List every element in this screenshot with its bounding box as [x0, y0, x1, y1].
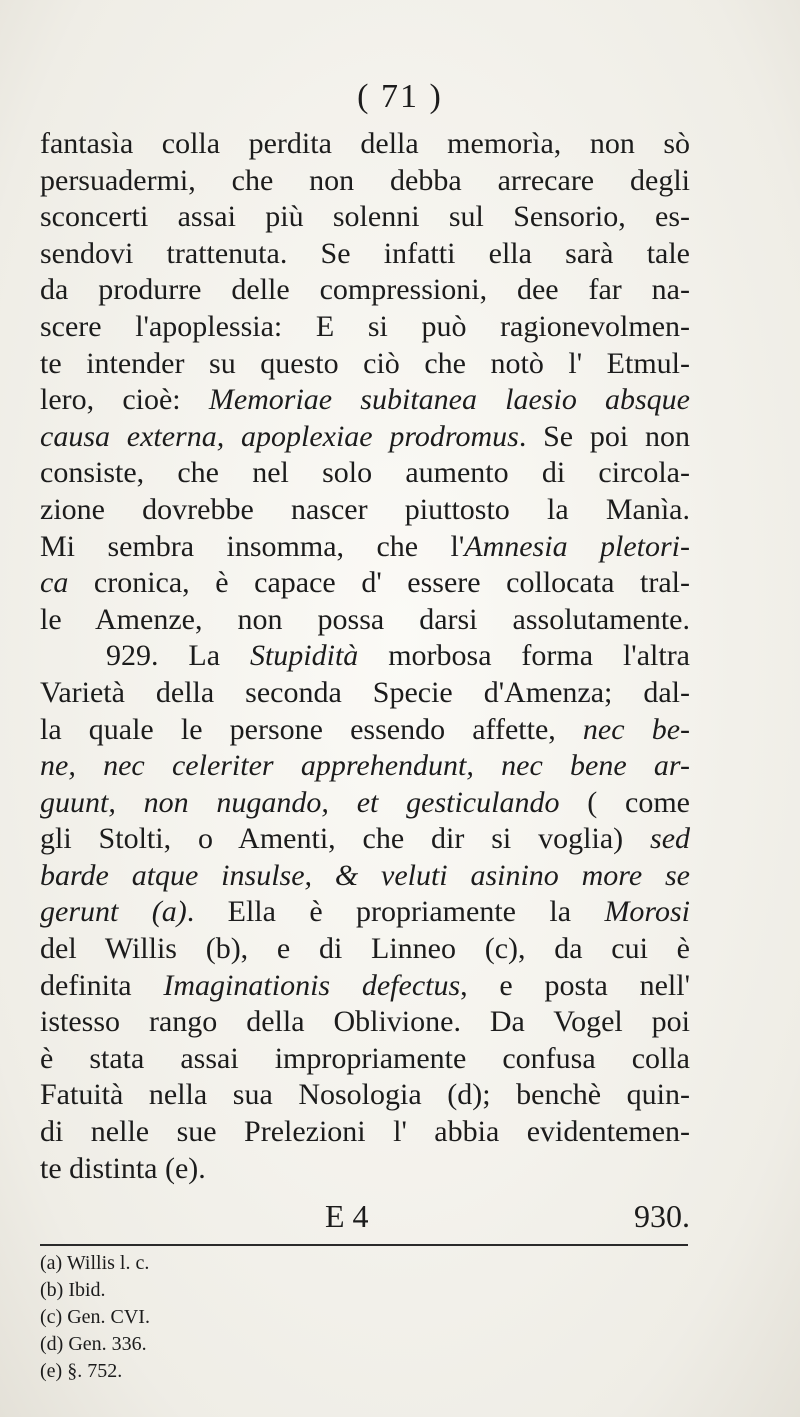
page-number-header: ( 71 )	[357, 78, 443, 115]
text-span: è stata assai impropriamente confusa colla	[40, 1041, 690, 1075]
italic-quote: guunt, non nugando, et gesticulando	[40, 785, 560, 819]
text-line	[40, 1077, 690, 1114]
italic-term: Imaginationis defectus	[163, 968, 461, 1002]
italic-quote: barde atque insulse, & veluti asinino more se	[40, 858, 690, 892]
text-span: Fatuità nella sua Nosologia (d); benchè quin-	[40, 1078, 690, 1112]
text-line	[40, 675, 690, 712]
italic-term: Morosi	[604, 895, 690, 929]
text-line	[40, 858, 690, 895]
text-line	[40, 346, 690, 383]
footnote: (b) Ibid.	[40, 1279, 106, 1301]
text-span: ( come	[587, 785, 690, 819]
text-span: te distinta (e).	[40, 1151, 206, 1185]
text-line	[40, 529, 690, 566]
text-line	[40, 309, 690, 346]
text-span: di nelle sue Prelezioni l' abbia evidentemen-	[40, 1115, 690, 1149]
text-span: persuadermi, che non debba arrecare degli	[40, 163, 690, 197]
text-span: sendovi trattenuta. Se infatti ella sarà tale	[40, 236, 690, 270]
text-span: lero, cioè:	[40, 383, 181, 417]
text-line	[40, 1151, 690, 1188]
text-line	[40, 236, 690, 273]
text-line	[40, 602, 690, 639]
text-span: consiste, che nel solo aumento di circola-	[40, 456, 690, 490]
italic-quote: causa externa, apoplexiae prodromus	[40, 419, 519, 453]
text-line	[40, 492, 690, 529]
text-line	[40, 163, 690, 200]
text-span: , e posta nell'	[460, 968, 690, 1002]
text-span: Mi sembra insomma, che l'	[40, 529, 465, 563]
page-footer	[40, 1198, 690, 1238]
text-line	[40, 785, 690, 822]
text-line	[40, 455, 690, 492]
text-span: definita	[40, 968, 164, 1002]
text-line	[40, 1004, 690, 1041]
text-line	[40, 382, 690, 419]
text-span: del Willis (b), e di Linneo (c), da cui è	[40, 932, 690, 966]
italic-quote: sed	[650, 822, 691, 856]
text-line	[40, 748, 690, 785]
signature-mark: E 4	[325, 1198, 369, 1234]
italic-quote: nec be-	[582, 712, 690, 746]
italic-quote: ne, nec celeriter apprehendunt, nec bene ar-	[40, 749, 690, 783]
text-line	[40, 126, 690, 163]
footnote: (a) Willis l. c.	[40, 1252, 150, 1274]
text-span: . Ella è propriamente la	[186, 895, 605, 929]
main-text	[40, 126, 690, 1187]
text-span: te intender su questo ciò che notò l' Etmul-	[40, 346, 690, 380]
text-span: istesso rango della Oblivione. Da Vogel poi	[40, 1005, 690, 1039]
text-line	[40, 1114, 690, 1151]
italic-term: Amnesia pletori-	[464, 529, 690, 563]
text-line	[40, 894, 690, 931]
italic-quote: Memoriae subitanea laesio absque	[208, 383, 690, 417]
italic-term: Stupidità	[249, 639, 359, 673]
text-line	[40, 638, 690, 675]
text-span: sconcerti assai più solenni sul Sensorio, es-	[40, 200, 690, 234]
text-line	[40, 821, 690, 858]
text-span: . Se poi non	[518, 419, 690, 453]
footnote-rule	[40, 1244, 688, 1246]
italic-term: ca	[40, 566, 69, 600]
footnote: (e) §. 752.	[40, 1360, 123, 1382]
text-line	[40, 199, 690, 236]
text-span: morbosa forma l'altra	[358, 639, 690, 673]
text-span: le Amenze, non possa darsi assolutamente.	[40, 602, 690, 636]
text-line	[40, 931, 690, 968]
text-span: scere l'apoplessia: E si può ragionevolmen-	[40, 309, 690, 343]
italic-quote: gerunt (a)	[40, 895, 187, 929]
footnote: (d) Gen. 336.	[40, 1333, 147, 1355]
text-line	[40, 1041, 690, 1078]
text-span: 929. La	[106, 639, 250, 673]
text-span: la quale le persone essendo affette,	[40, 712, 556, 746]
text-span: gli Stolti, o Amenti, che dir si voglia)	[40, 822, 624, 856]
text-line	[40, 968, 690, 1005]
text-span: Varietà della seconda Specie d'Amenza; dal-	[40, 675, 690, 709]
text-line	[40, 565, 690, 602]
text-span: cronica, è capace d' essere collocata tral-	[68, 566, 690, 600]
text-span: da produrre delle compressioni, dee far na-	[40, 273, 690, 307]
text-span: fantasìa colla perdita della memorìa, non sò	[40, 127, 690, 160]
footnote: (c) Gen. CVI.	[40, 1306, 150, 1328]
text-span: zione dovrebbe nascer piuttosto la Manìa.	[40, 492, 690, 526]
text-line	[40, 712, 690, 749]
catchword: 930.	[634, 1198, 690, 1234]
text-line	[40, 419, 690, 456]
footnotes	[40, 1250, 440, 1385]
text-line	[40, 272, 690, 309]
